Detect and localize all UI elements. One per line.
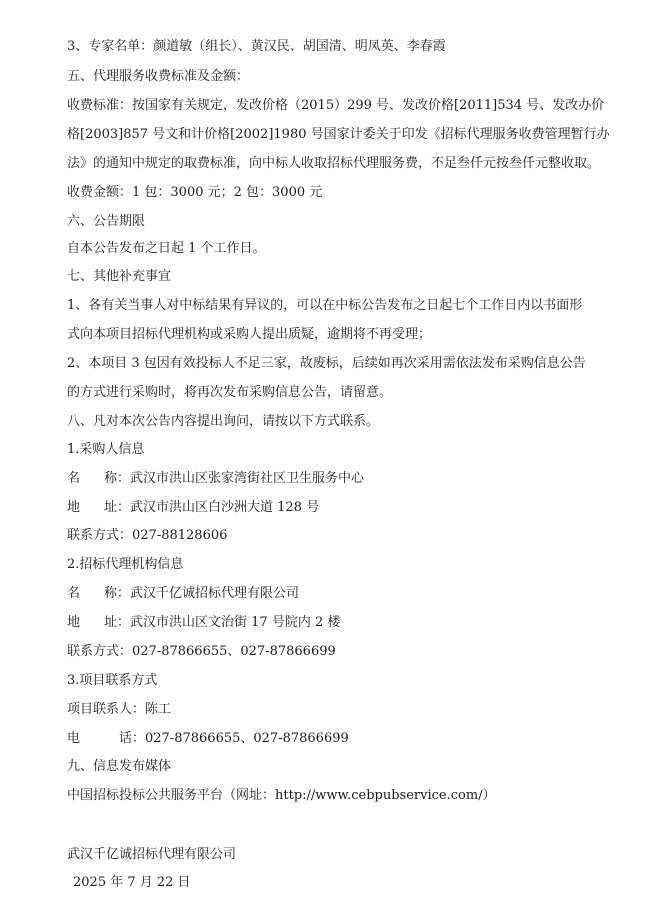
other-item-1-line-1: 1、各有关当事人对中标结果有异议的，可以在中标公告发布之日起七个工作日内以书面形 <box>67 298 583 313</box>
signature-date: 2025 年 7 月 22 日 <box>73 875 191 890</box>
purchaser-name-label-1: 名 <box>67 471 81 486</box>
contact-heading: 八、凡对本次公告内容提出询问，请按以下方式联系。 <box>67 414 380 429</box>
purchaser-address-value: 武汉市洪山区白沙洲大道 128 号 <box>130 500 320 515</box>
agency-name-label-2: 称： <box>104 586 131 601</box>
fee-standard-line-3: 法》的通知中规定的取费标准，向中标人收取招标代理服务费，不足叁仟元按叁仟元整收取。 <box>67 156 601 171</box>
project-contact-phone-row <box>67 730 349 748</box>
expert-list: 3、专家名单：颜道敏（组长）、黄汉民、胡国清、明凤英、李春霞 <box>67 39 446 54</box>
project-contact-person-value: 陈工 <box>145 702 172 717</box>
other-heading: 七、其他补充事宜 <box>67 269 172 284</box>
media-heading: 九、信息发布媒体 <box>67 759 172 774</box>
project-contact-heading: 3.项目联系方式 <box>67 673 158 688</box>
fee-amount: 收费金额：1 包：3000 元；2 包：3000 元 <box>67 185 323 200</box>
agency-address-label-2: 址： <box>104 615 131 630</box>
period-text: 自本公告发布之日起 1 个工作日。 <box>67 241 266 256</box>
purchaser-address-label-1: 地 <box>67 500 81 515</box>
agency-contact-row <box>67 643 336 661</box>
project-contact-phone-value: 027-87866655、027-87866699 <box>145 731 349 746</box>
project-contact-person-row <box>67 701 171 719</box>
period-heading: 六、公告期限 <box>67 214 146 229</box>
media-text: 中国招标投标公共服务平台（网址：http://www.cebpubservice.com/） <box>67 788 496 803</box>
purchaser-address-label-2: 址： <box>104 500 131 515</box>
purchaser-contact-label: 联系方式： <box>67 528 133 543</box>
agency-address-value: 武汉市洪山区文治街 17 号院内 2 楼 <box>130 615 341 630</box>
agency-address-label-1: 地 <box>67 615 81 630</box>
other-item-1-line-2: 式向本项目招标代理机构或采购人提出质疑，逾期将不再受理； <box>67 327 432 342</box>
agency-name-value: 武汉千亿诚招标代理有限公司 <box>130 586 300 601</box>
purchaser-heading: 1.采购人信息 <box>67 442 145 457</box>
agency-contact-label: 联系方式： <box>67 644 133 659</box>
purchaser-address-row <box>67 499 319 517</box>
signature-org: 武汉千亿诚招标代理有限公司 <box>67 847 237 862</box>
purchaser-contact-row <box>67 527 227 545</box>
agency-contact-value: 027-87866655、027-87866699 <box>132 644 336 659</box>
fee-heading: 五、代理服务收费标准及金额： <box>67 69 250 84</box>
project-contact-person-label: 项目联系人： <box>67 702 146 717</box>
agency-name-row <box>67 585 299 603</box>
other-item-2-line-1: 2、本项目 3 包因有效投标人不足三家，故废标，后续如再次采用需依法发布采购信息公告 <box>67 356 586 371</box>
other-item-2-line-2: 的方式进行采购时，将再次发布采购信息公告，请留意。 <box>67 385 393 400</box>
purchaser-name-label-2: 称： <box>104 471 131 486</box>
project-contact-phone-label-2: 话： <box>119 731 146 746</box>
project-contact-phone-label-1: 电 <box>67 731 81 746</box>
fee-standard-line-1: 收费标准：按国家有关规定，发改价格（2015）299 号、发改价格[2011]534 号、发改办价 <box>67 98 605 113</box>
purchaser-contact-value: 027-88128606 <box>132 528 228 543</box>
fee-standard-line-2: 格[2003]857 号文和计价格[2002]1980 号国家计委关于印发《招标代理服务收费管理暂行办 <box>67 127 610 142</box>
purchaser-name-row <box>67 470 364 488</box>
agency-name-label-1: 名 <box>67 586 81 601</box>
purchaser-name-value: 武汉市洪山区张家湾街社区卫生服务中心 <box>130 471 365 486</box>
agency-heading: 2.招标代理机构信息 <box>67 557 184 572</box>
agency-address-row <box>67 614 340 632</box>
